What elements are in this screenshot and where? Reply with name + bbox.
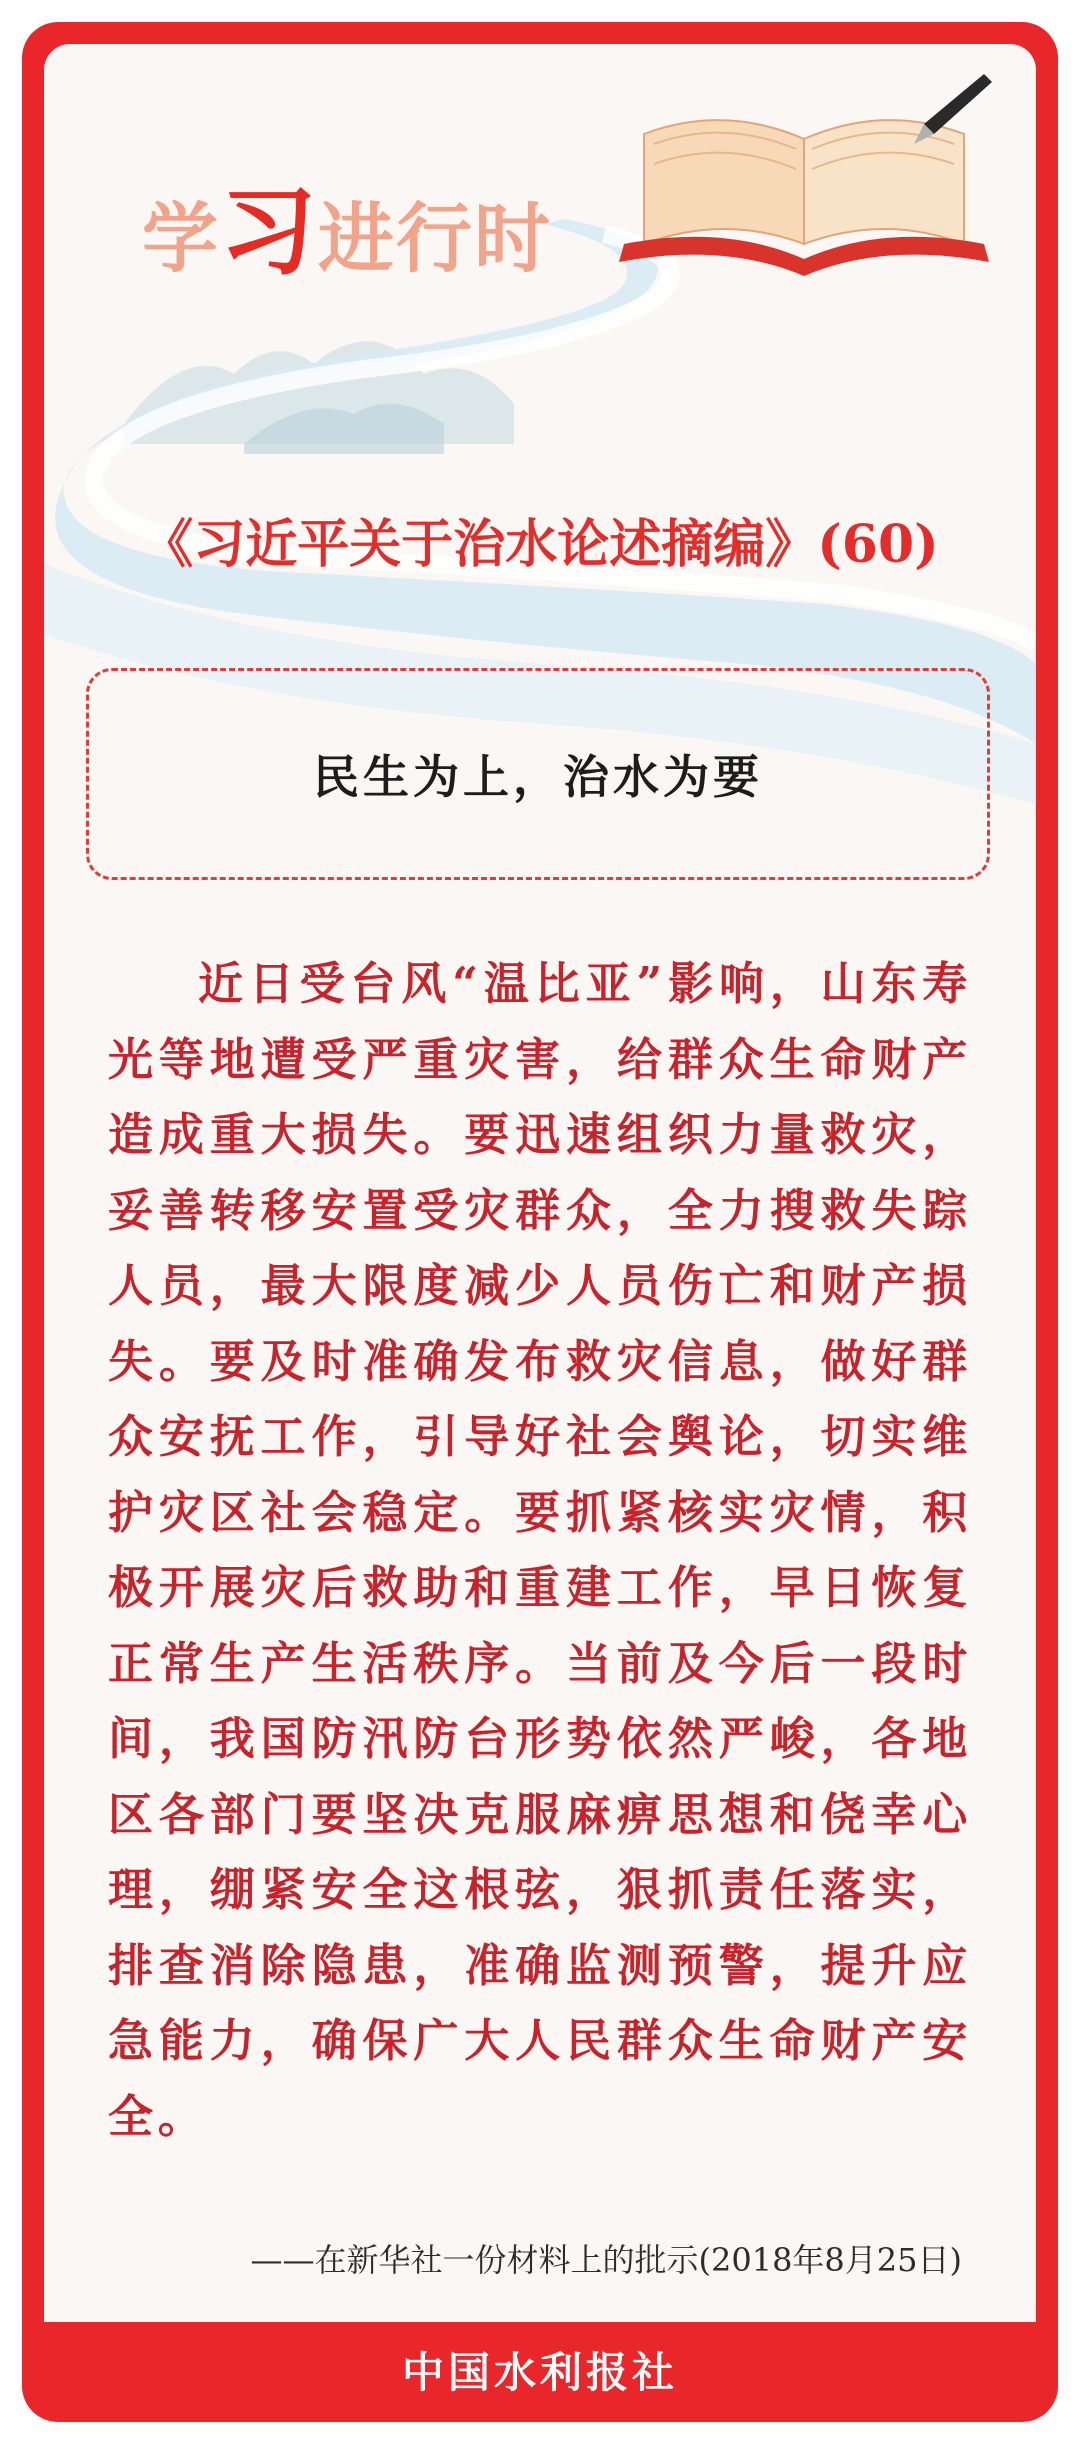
header-title-highlight: 习 xyxy=(220,176,318,288)
subtitle: 民生为上，治水为要 xyxy=(313,750,763,804)
source-citation: ——在新华社一份材料上的批示(2018年8月25日) xyxy=(250,2241,962,2279)
header-title-char: 学 xyxy=(142,194,220,283)
subtitle-box xyxy=(86,668,990,880)
header-title xyxy=(142,156,552,293)
series-title: 《习近平关于治水论述摘编》(60) xyxy=(141,514,939,575)
footer xyxy=(0,2330,1080,2410)
body-paragraph: 近日受台风“温比亚”影响，山东寿光等地遭受严重灾害，给群众生命财产造成重大损失。要迅速组织力量救灾，妥善转移安置受灾群众，全力搜救失踪人员，最大限度减少人员伤亡和财产损失。要及时准确发布救灾信息，做好群众安抚工作，引导好社会舆论，切实维护灾区社会稳定。要抓紧核实灾情，积极开展灾后救助和重建工作，早日恢复正常生产生活秩序。当前及今后一段时间，我国防汛防台形势依然严峻，各地区各部门要坚决克服麻痹思想和侥幸心理，绷紧安全这根弦，狠抓责任落实，排查消除隐患，准确监测预警，提升应急能力，确保广大人民群众生命财产安全。 xyxy=(108,957,972,2143)
header-title-rest: 进行时 xyxy=(318,194,552,283)
footer-publisher: 中国水利报社 xyxy=(401,2348,678,2397)
